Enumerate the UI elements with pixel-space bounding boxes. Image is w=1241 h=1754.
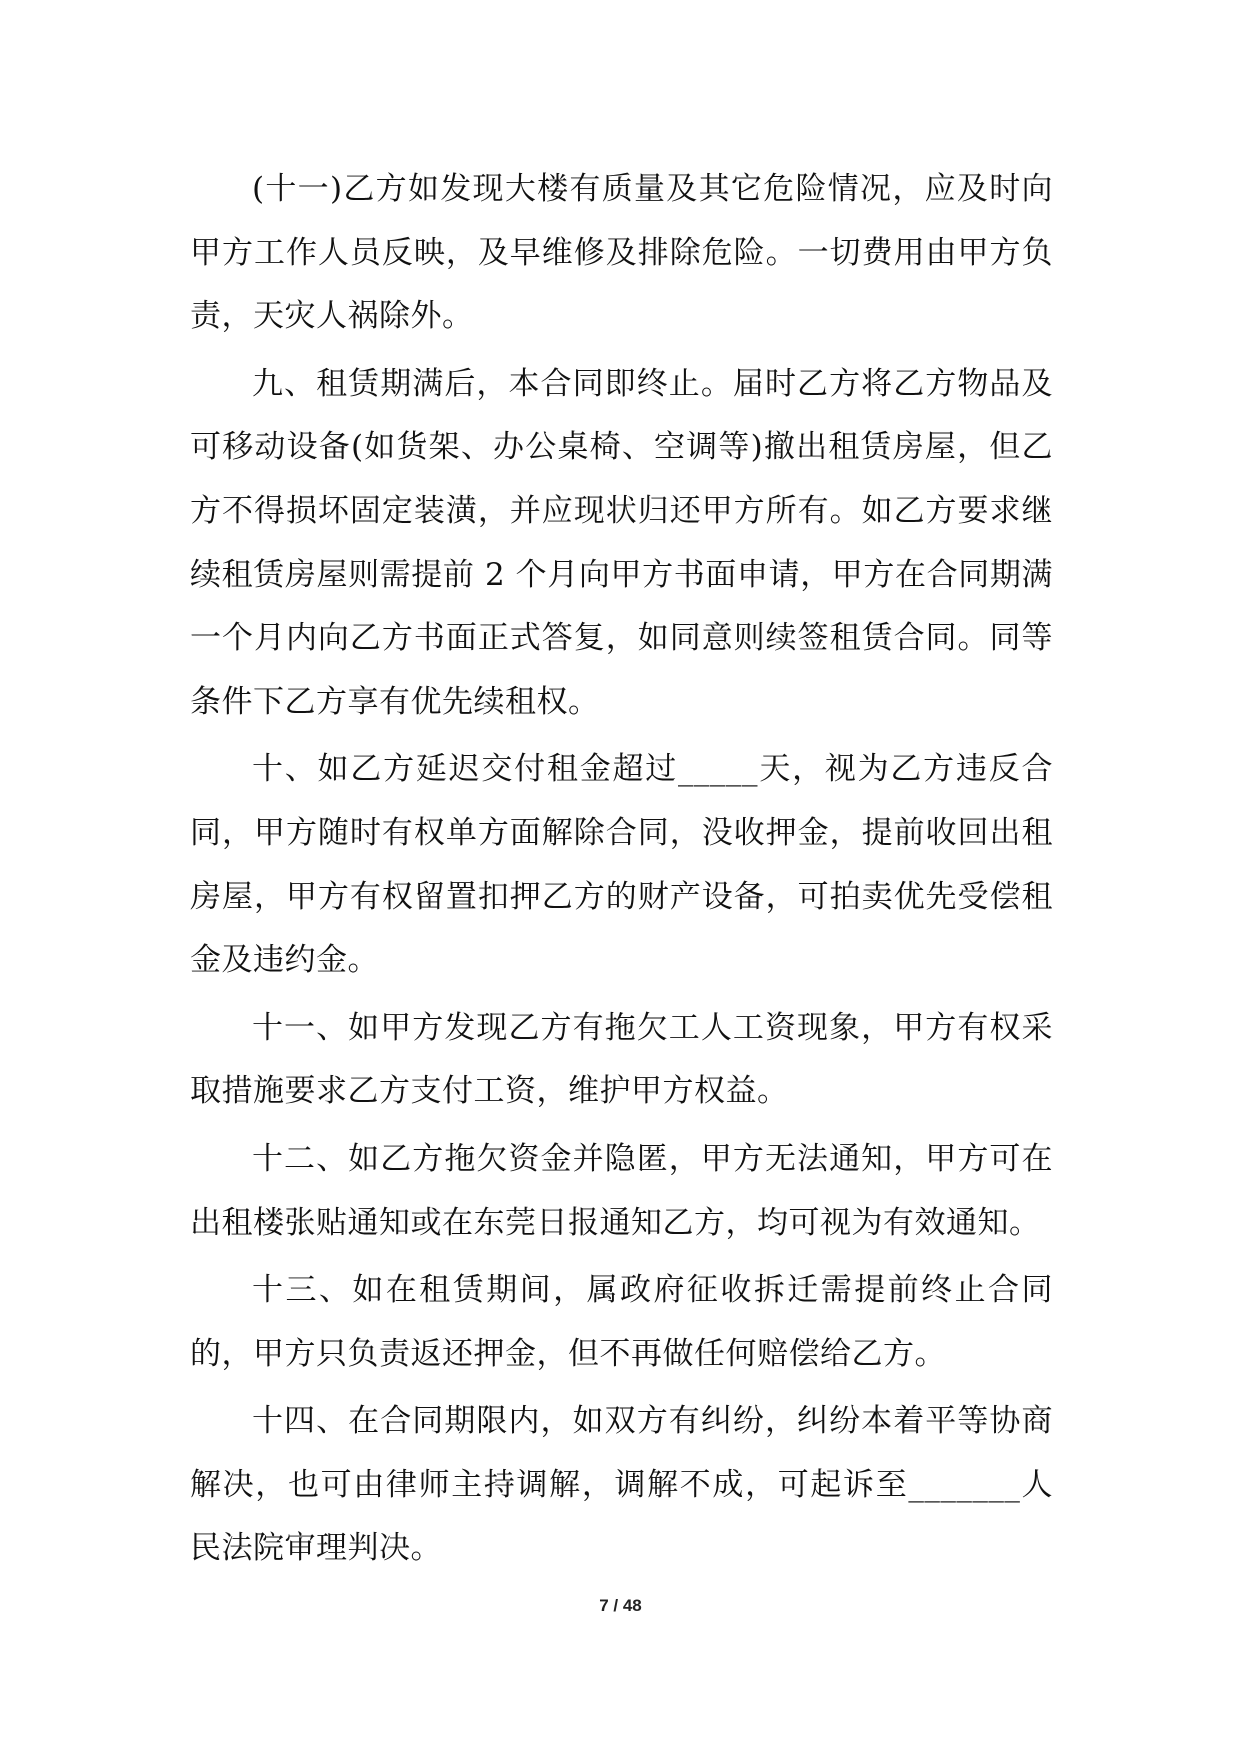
document-body [190,158,1053,1585]
paragraph-clause-11-sub: (十一)乙方如发现大楼有质量及其它危险情况，应及时向甲方工作人员反映，及早维修及排除危险。一切费用由甲方负责，天灾人祸除外。 [190,171,1053,335]
paragraph-clause-9: 九、租赁期满后，本合同即终止。届时乙方将乙方物品及可移动设备(如货架、办公桌椅、空调等)撤出租赁房屋，但乙方不得损坏固定装潢，并应现状归还甲方所有。如乙方要求继续租赁房屋则需提前 2 个月向甲方书面申请，甲方在合同期满一个月内向乙方书面正式答复，如同意则续签租赁合同。同等条件下乙方享有优先续租权。 [190,365,1053,720]
paragraph-clause-14: 十四、在合同期限内，如双方有纠纷，纠纷本着平等协商解决，也可由律师主持调解，调解不成，可起诉至_______人民法院审理判决。 [190,1403,1053,1567]
page-number: 7 / 48 [599,1596,642,1615]
paragraph-clause-12: 十二、如乙方拖欠资金并隐匿，甲方无法通知，甲方可在出租楼张贴通知或在东莞日报通知乙方，均可视为有效通知。 [190,1140,1053,1241]
paragraph-clause-13: 十三、如在租赁期间，属政府征收拆迁需提前终止合同的，甲方只负责返还押金，但不再做任何赔偿给乙方。 [190,1272,1053,1372]
paragraph-clause-10: 十、如乙方延迟交付租金超过_____天，视为乙方违反合同，甲方随时有权单方面解除合同，没收押金，提前收回出租房屋，甲方有权留置扣押乙方的财产设备，可拍卖优先受偿租金及违约金。 [190,751,1053,979]
paragraph-clause-11: 十一、如甲方发现乙方有拖欠工人工资现象，甲方有权采取措施要求乙方支付工资，维护甲方权益。 [190,1009,1053,1110]
